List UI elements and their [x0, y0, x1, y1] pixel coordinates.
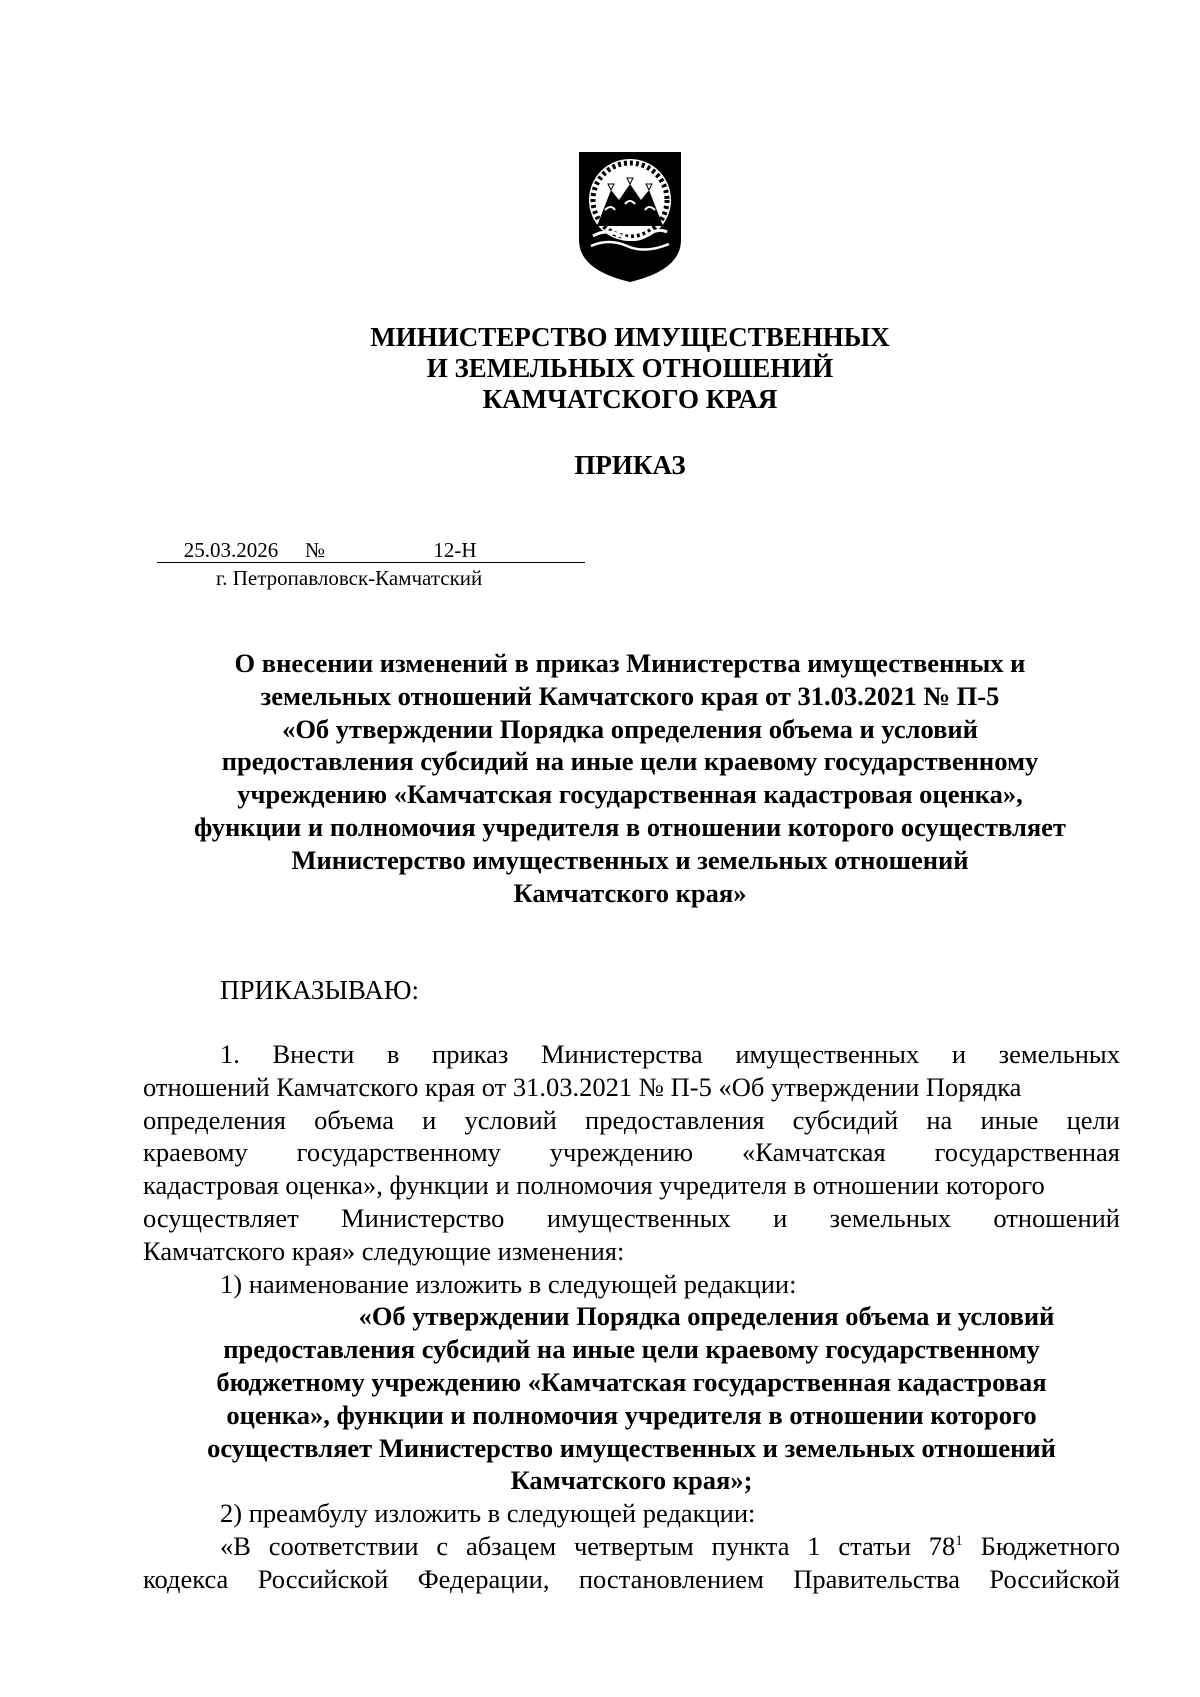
body-line: 1) наименование изложить в следующей редакции:	[220, 1268, 797, 1299]
quote-line: осуществляет Министерство имущественных и земельных отношений	[207, 1432, 1056, 1463]
word: абзацем	[465, 1530, 557, 1561]
document-date: 25.03.2026	[157, 538, 305, 563]
document-number: 12-Н	[325, 538, 585, 563]
orders-label: ПРИКАЗЫВАЮ:	[220, 975, 419, 1005]
number-sign: №	[305, 538, 326, 562]
word: постановлением	[578, 1563, 764, 1594]
word: статьи	[838, 1530, 911, 1561]
word: отношений	[993, 1202, 1120, 1233]
title-line: земельных отношений Камчатского края от 31.03.2021 № П-5	[260, 680, 1000, 711]
body-line: Камчатского края» следующие изменения:	[143, 1235, 625, 1266]
body-line	[143, 1563, 1120, 1596]
word: земельных	[829, 1202, 951, 1233]
word: и	[951, 1039, 967, 1069]
word: 1	[807, 1530, 821, 1561]
word: имущественных	[735, 1039, 920, 1069]
article-number-base: 78	[928, 1530, 956, 1561]
word: и	[422, 1104, 437, 1135]
document-type: ПРИКАЗ	[574, 450, 686, 480]
ministry-header-line: И ЗЕМЕЛЬНЫХ ОТНОШЕНИЙ	[426, 353, 834, 383]
word: иные	[980, 1104, 1039, 1135]
body-line: 2) преамбулу изложить в следующей редакции:	[220, 1498, 756, 1529]
date-number-line	[157, 538, 585, 563]
kamchatka-coat-of-arms-icon	[575, 148, 685, 284]
word: учреждению	[549, 1137, 694, 1168]
word: Внести	[272, 1039, 355, 1069]
body-line	[143, 1136, 1120, 1169]
document-title	[140, 647, 1120, 909]
word: с	[436, 1530, 449, 1561]
word: Федерации,	[417, 1563, 550, 1594]
body-line	[143, 1530, 1120, 1563]
word: краевому	[143, 1137, 248, 1168]
word: Министерства	[540, 1039, 703, 1069]
body-line: отношений Камчатского края от 31.03.2021 № П-5 «Об утверждении Порядка	[143, 1071, 1022, 1102]
word: цели	[1066, 1104, 1120, 1135]
body-line: кадастровая оценка», функции и полномочия учредителя в отношении которого	[143, 1170, 1045, 1201]
word: объема	[314, 1104, 394, 1135]
body-line	[143, 1038, 1120, 1071]
word: 1.	[220, 1039, 240, 1069]
word: соответствии	[268, 1530, 419, 1561]
word: Министерство	[341, 1202, 505, 1233]
quote-line: бюджетному учреждению «Камчатская государственная кадастровая	[216, 1366, 1047, 1397]
quote-line: оценка», функции и полномочия учредителя в отношении которого	[226, 1399, 1037, 1430]
ministry-header	[250, 322, 1010, 415]
word: на	[926, 1104, 953, 1135]
quote-line: предоставления субсидий на иные цели краевому государственному	[223, 1334, 1040, 1365]
article-number	[929, 1530, 963, 1563]
quoted-title	[143, 1300, 1120, 1497]
title-line: Министерство имущественных и земельных отношений	[291, 844, 969, 875]
word: четвертым	[573, 1530, 694, 1561]
ministry-header-line: МИНИСТЕРСТВО ИМУЩЕСТВЕННЫХ	[370, 322, 890, 352]
title-line: Камчатского края»	[513, 877, 747, 908]
word: кодекса	[143, 1563, 229, 1594]
word: имущественных	[546, 1202, 731, 1233]
word: земельных	[998, 1039, 1120, 1069]
title-line: учреждению «Камчатская государственная кадастровая оценка»,	[237, 779, 1023, 810]
word: «В	[220, 1530, 251, 1561]
word: определения	[143, 1104, 286, 1135]
word: пункта	[711, 1530, 790, 1561]
article-number-superscript: 1	[955, 1532, 963, 1549]
word: приказ	[432, 1039, 509, 1069]
word: государственному	[296, 1137, 501, 1168]
document-city: г. Петропавловск-Камчатский	[216, 566, 483, 590]
word: предоставления	[585, 1104, 765, 1135]
word: государственная	[934, 1137, 1120, 1168]
title-line: функции и полномочия учредителя в отношении которого осуществляет	[194, 811, 1066, 842]
body-line	[143, 1202, 1120, 1235]
title-line: О внесении изменений в приказ Министерства имущественных и	[234, 648, 1026, 678]
document-body	[143, 1038, 1120, 1596]
ministry-header-line: КАМЧАТСКОГО КРАЯ	[482, 384, 778, 414]
title-line: предоставления субсидий на иные цели краевому государственному	[221, 746, 1039, 777]
quote-line: «Об утверждении Порядка определения объема и условий	[358, 1301, 1055, 1332]
word: осуществляет	[143, 1202, 299, 1233]
word: и	[773, 1202, 788, 1233]
word: в	[386, 1039, 400, 1069]
word: Российской	[989, 1563, 1120, 1594]
title-line: «Об утверждении Порядка определения объема и условий	[282, 713, 978, 744]
word: субсидий	[792, 1104, 899, 1135]
word: Российской	[257, 1563, 389, 1594]
word: «Камчатская	[742, 1137, 886, 1168]
quote-line: Камчатского края»;	[510, 1465, 753, 1496]
body-line	[143, 1104, 1120, 1137]
word: Правительства	[793, 1563, 960, 1594]
word: условий	[464, 1104, 557, 1135]
word: Бюджетного	[980, 1530, 1120, 1561]
